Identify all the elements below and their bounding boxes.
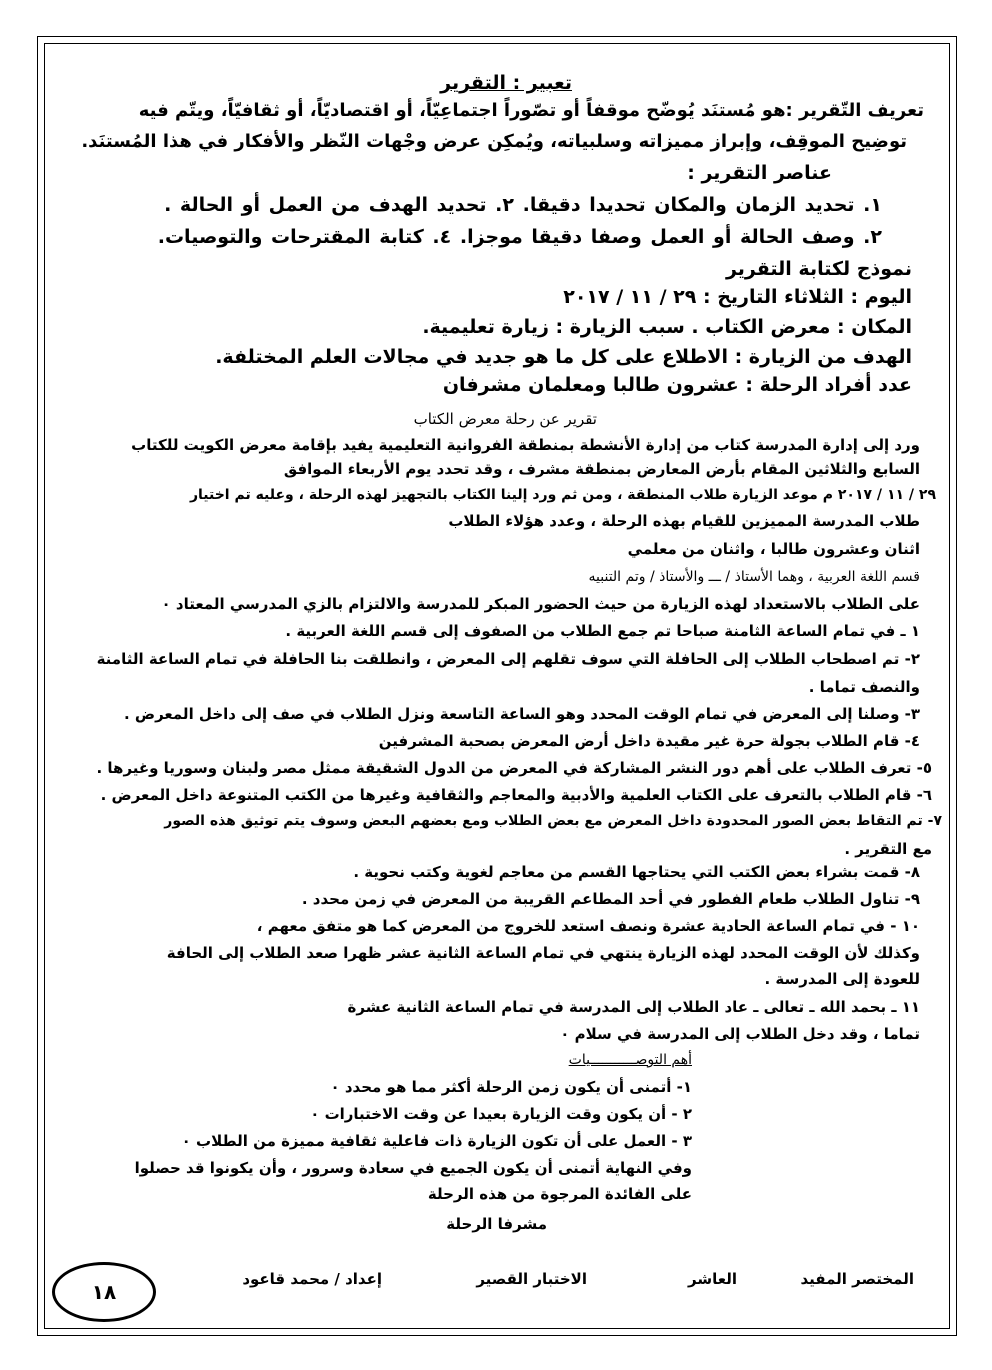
report-line: ٩- تناول الطلاب طعام الفطور في أحد المطاعم القريبة من المعرض في زمن محدد .: [301, 890, 920, 908]
footer-brand: المختصر المفيد: [800, 1270, 914, 1288]
closing-line-2: على الفائدة المرجوة من هذه الرحلة: [427, 1185, 692, 1203]
report-line: ٤- قام الطلاب بجولة حرة غير مقيدة داخل أرض المعرض بصحبة المشرفين: [378, 732, 920, 750]
report-line: ٧- تم التقاط بعض الصور المحدودة داخل المعرض مع بعض الطلاب ومع بعضهم البعض وسوف يتم توثيق هذه الصور: [164, 813, 942, 829]
footer-author: إعداد / محمد قاعود: [242, 1270, 382, 1288]
report-line: طلاب المدرسة المميزين للقيام بهذه الرحلة ، وعدد هؤلاء الطلاب: [448, 512, 920, 530]
report-line: ٣- وصلنا إلى المعرض في تمام الوقت المحدد وهو الساعة التاسعة ونزل الطلاب في صف إلى داخل المعرض .: [123, 705, 920, 723]
report-line: وكذلك لأن الوقت المحدد لهذه الزيارة ينتهي في تمام الساعة الثانية عشر ظهرا صعد الطلاب إلى الحافة: [166, 944, 920, 962]
recommendation-item: ٢ - أن يكون وقت الزيارة بعيدا عن وقت الاختبارات ٠: [310, 1105, 692, 1123]
report-line: تماما ، وقد دخل الطلاب إلى المدرسة في سلام ٠: [560, 1025, 920, 1043]
report-line: السابع والثلاثين المقام بأرض المعارض بمنطقة مشرف ، وقد تحدد يوم الأربعاء الموافق: [283, 460, 920, 478]
page-title: تعبير : التقرير: [440, 72, 572, 94]
recommendations-heading: أهم التوصـــــــــــيات: [568, 1052, 692, 1068]
report-line: ٦- قام الطلاب بالتعرف على الكتاب العلمية والأدبية والمعاجم والثقافية وغيرها من الكتب المتنوعة داخل المعرض .: [100, 786, 932, 804]
report-line: ورد إلى إدارة المدرسة كتاب من إدارة الأنشطة بمنطقة الفروانية التعليمية يفيد بإقامة معرض الكويت للكتاب: [131, 436, 920, 454]
report-title: تقرير عن رحلة معرض الكتاب: [413, 410, 597, 428]
model-members: عدد أفراد الرحلة : عشرون طالبا ومعلمان مشرفان: [442, 374, 912, 396]
report-line: ٥- تعرف الطلاب على أهم دور النشر المشاركة في المعرض من الدول الشقيقة ممثل مصر ولبنان وسوريا وغيرها .: [96, 759, 932, 777]
signature: مشرفا الرحلة: [446, 1215, 547, 1233]
page-number: ١٨: [91, 1280, 117, 1304]
report-line: مع التقرير .: [844, 840, 932, 858]
recommendation-item: ٣ - العمل على أن تكون الزيارة ذات فاعلية ثقافية مميزة من الطلاب ٠: [181, 1132, 692, 1150]
report-line: اثنان وعشرون طالبا ، واثنان من معلمي: [627, 540, 920, 558]
model-goal: الهدف من الزيارة : الاطلاع على كل ما هو جديد في مجالات العلم المختلفة.: [215, 346, 912, 368]
report-line: ١ ـ في تمام الساعة الثامنة صباحا تم جمع الطلاب من الصفوف إلى قسم اللغة العربية .: [285, 622, 920, 640]
footer-grade: العاشر: [688, 1270, 737, 1288]
model-place: المكان : معرض الكتاب . سبب الزيارة : زيارة تعليمية.: [422, 316, 912, 338]
closing-line-1: وفي النهاية أتمنى أن يكون الجميع في سعادة وسرور ، وأن يكونوا قد حصلوا: [134, 1159, 692, 1177]
page-number-badge: [52, 1262, 156, 1322]
footer-exam: الاختبار القصير: [476, 1270, 587, 1288]
report-line: ١١ ـ بحمد الله ـ تعالى ـ عاد الطلاب إلى المدرسة في تمام الساعة الثانية عشرة: [347, 998, 920, 1016]
report-line: ٨- قمت بشراء بعض الكتب التي يحتاجها القسم من معاجم لغوية وكتب نحوية .: [353, 863, 920, 881]
elements-heading: عناصر التقرير :: [687, 162, 832, 184]
report-line: للعودة إلى المدرسة .: [764, 970, 920, 988]
elements-row-1: ١. تحديد الزمان والمكان تحديدا دقيقا. ٢. تحديد الهدف من العمل أو الحالة .: [164, 194, 882, 216]
report-line: ٢- تم اصطحاب الطلاب إلى الحافلة التي سوف تقلهم إلى المعرض ، وانطلقت بنا الحافلة في تمام الساعة الثامنة: [96, 650, 920, 668]
report-line: والنصف تماما .: [808, 678, 920, 696]
definition-line-2: توضِيح الموقِف، وإبراز مميزاته وسلبياته، ويُمكِن عرض وجْهات النّظر والأفكار في هذا المُستنَد.: [81, 131, 907, 152]
report-line: على الطلاب بالاستعداد لهذه الزيارة من حيث الحضور المبكر للمدرسة والالتزام بالزي المدرسي المعتاد ٠: [161, 595, 920, 613]
recommendation-item: ١- أتمنى أن يكون زمن الرحلة أكثر مما هو محدد ٠: [330, 1078, 692, 1096]
report-line: ٢٩ / ١١ / ٢٠١٧ م موعد الزيارة طلاب المنطقة ، ومن ثم ورد إلينا الكتاب بالتجهيز لهذه الرحلة ، وعليه تم اختيار: [189, 487, 936, 503]
report-line: ١٠ - في تمام الساعة الحادية عشرة ونصف استعد للخروج من المعرض كما هو متفق معهم ،: [256, 917, 920, 935]
model-day-date: اليوم : الثلاثاء التاريخ : ٢٩ / ١١ / ٢٠١٧: [563, 286, 912, 308]
elements-row-2: ٢. وصف الحالة أو العمل وصفا دقيقا موجزا. ٤. كتابة المقترحات والتوصيات.: [157, 226, 882, 248]
definition-line-1: تعريف التّقرير :هو مُستنَد يُوضّح موقفاً أو تصّوراً اجتماعِيّاً، أو اقتصاديّاً، أو ثقافيّاً، ويتّم فيه: [138, 100, 924, 121]
report-line: قسم اللغة العربية ، وهما الأستاذ / ـــ والأستاذ / وتم التنبيه: [588, 569, 920, 585]
model-heading: نموذج لكتابة التقرير: [725, 258, 912, 280]
